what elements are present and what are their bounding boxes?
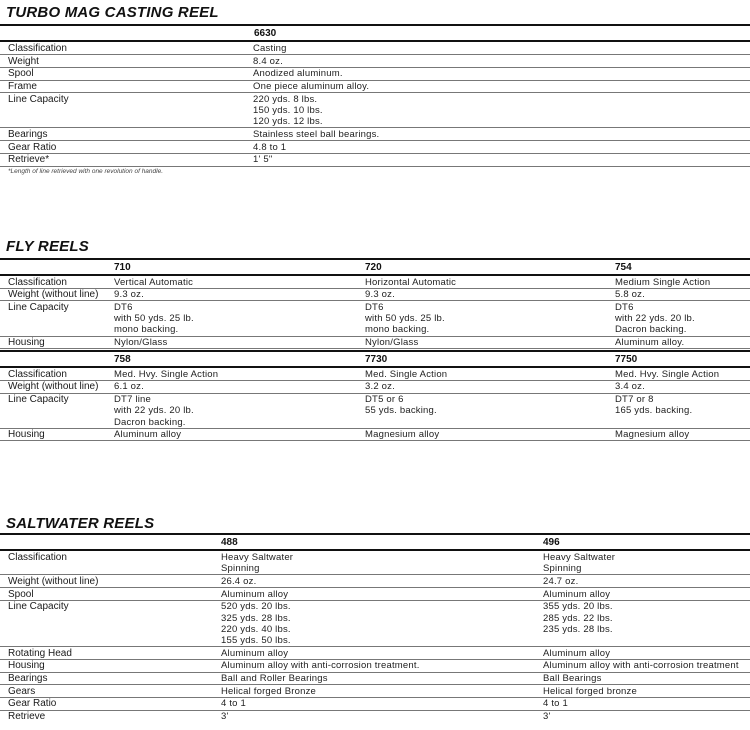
spec-value: 26.4 oz. [221,575,257,587]
turbo-title: TURBO MAG CASTING REEL [6,4,219,21]
spec-value: DT7 or 8 [615,394,654,406]
spec-value: 120 yds. 12 lbs. [253,116,323,128]
spec-value: Helical forged Bronze [221,685,317,697]
spec-label: Classification [8,552,67,563]
spec-value: Med. Hvy. Single Action [615,368,720,380]
spec-value: DT5 or 6 [365,394,404,406]
spec-value: Heavy Saltwater [221,552,294,563]
spec-label: Spool [8,68,34,80]
spec-value: 3' [543,711,551,723]
spec-value: 325 yds. 28 lbs. [221,612,291,624]
spec-value: Aluminum alloy [221,647,289,659]
row-divider [0,153,750,154]
spec-label: Gears [8,685,36,697]
spec-label: Housing [8,429,45,441]
spec-label: Spool [8,588,34,600]
row-divider [0,672,750,673]
spec-value: 55 yds. backing. [365,405,437,417]
fly-block-rule [0,350,750,352]
spec-value: 1' 5" [253,154,273,166]
spec-value: Aluminum alloy [221,588,289,600]
spec-value: 4 to 1 [221,698,246,710]
fly-model-header: 720 [365,262,382,273]
spec-label: Classification [8,276,67,288]
fly-model-header: 754 [615,262,632,273]
spec-value: Ball Bearings [543,673,602,684]
spec-value: 5.8 oz. [615,289,645,301]
turbo-header-rule [0,40,750,42]
spec-label: Line Capacity [8,301,69,313]
spec-value: 3.2 oz. [365,381,395,393]
spec-value: Aluminum alloy [543,588,611,600]
salt-top-rule [0,533,750,535]
spec-value: Horizontal Automatic [365,276,457,288]
spec-value: Vertical Automatic [114,276,194,288]
fly-model-header: 710 [114,262,131,273]
spec-label: Bearings [8,673,48,684]
spec-label: Housing [8,337,45,348]
row-divider [0,587,750,588]
fly-block-rule [0,258,750,260]
spec-value: with 22 yds. 20 lb. [615,313,695,325]
spec-value: Casting [253,43,287,54]
spec-value: 9.3 oz. [365,289,395,301]
spec-value: 3' [221,711,229,723]
spec-value: 3.4 oz. [615,381,645,393]
fly-model-header: 758 [114,354,131,366]
spec-value: Magnesium alloy [365,429,440,441]
salt-model-header: 496 [543,537,560,548]
spec-label: Classification [8,368,67,380]
spec-value: mono backing. [365,324,430,336]
spec-label: Line Capacity [8,601,69,613]
spec-label: Weight (without line) [8,381,99,393]
spec-value: 355 yds. 20 lbs. [543,601,613,613]
spec-label: Line Capacity [8,93,69,105]
spec-value: Aluminum alloy. [615,337,685,348]
spec-value: 9.3 oz. [114,289,144,301]
spec-value: with 50 yds. 25 lb. [365,313,445,325]
spec-value: 235 yds. 28 lbs. [543,623,613,635]
spec-label: Retrieve [8,711,46,723]
spec-value: with 22 yds. 20 lb. [114,405,194,417]
row-divider [0,54,750,55]
spec-value: DT6 [114,301,133,313]
spec-value: Aluminum alloy [543,647,611,659]
turbo-top-rule [0,24,750,26]
salt-title: SALTWATER REELS [6,515,155,532]
row-divider [0,80,750,81]
spec-value: Dacron backing. [114,416,186,428]
spec-value: One piece aluminum alloy. [253,81,370,93]
spec-value: DT6 [615,301,634,313]
spec-value: Heavy Saltwater [543,552,616,563]
spec-value: Ball and Roller Bearings [221,673,328,684]
row-divider [0,92,750,93]
spec-label: Frame [8,81,37,93]
spec-value: Aluminum alloy [114,429,182,441]
spec-value: 150 yds. 10 lbs. [253,105,323,116]
row-divider [0,166,750,167]
spec-label: Weight [8,55,39,67]
spec-value: Helical forged bronze [543,685,637,697]
salt-header-rule [0,549,750,551]
spec-value: Nylon/Glass [365,337,419,348]
spec-value: 155 yds. 50 lbs. [221,634,291,646]
spec-value: Spinning [221,563,260,575]
row-divider [0,440,750,441]
spec-value: 8.4 oz. [253,55,283,67]
spec-value: Anodized aluminum. [253,68,343,80]
spec-label: Weight (without line) [8,289,99,301]
row-divider [0,574,750,575]
row-divider [0,67,750,68]
spec-value: 24.7 oz. [543,575,579,587]
row-divider [0,348,750,349]
fly-title: FLY REELS [6,238,89,255]
spec-value: Med. Single Action [365,368,448,380]
row-divider [0,710,750,711]
spec-value: Aluminum alloy with anti-corrosion treatment. [221,660,420,672]
fly-model-header: 7730 [365,354,388,366]
spec-value: Stainless steel ball bearings. [253,128,380,140]
turbo-model-header: 6630 [254,28,277,39]
spec-value: 220 yds. 40 lbs. [221,623,291,635]
spec-value: Spinning [543,563,582,575]
spec-label: Classification [8,43,67,54]
spec-label: Bearings [8,128,48,140]
spec-label: Weight (without line) [8,575,99,587]
salt-model-header: 488 [221,537,238,548]
spec-value: Magnesium alloy [615,429,690,441]
spec-value: with 50 yds. 25 lb. [114,313,194,325]
row-divider [0,600,750,601]
row-divider [0,646,750,647]
spec-value: 165 yds. backing. [615,405,693,417]
spec-value: Aluminum alloy with anti-corrosion treatment [543,660,739,672]
spec-value: DT7 line [114,394,151,406]
spec-value: 4 to 1 [543,698,568,710]
row-divider [0,684,750,685]
spec-value: 520 yds. 20 lbs. [221,601,291,613]
spec-label: Housing [8,660,45,672]
spec-value: mono backing. [114,324,179,336]
spec-value: 6.1 oz. [114,381,144,393]
spec-value: Nylon/Glass [114,337,168,348]
spec-value: 4.8 to 1 [253,141,287,153]
row-divider [0,697,750,698]
spec-label: Gear Ratio [8,698,57,710]
spec-value: DT6 [365,301,384,313]
spec-label: Retrieve* [8,154,50,166]
turbo-footnote: *Length of line retrieved with one revolution of handle. [8,168,164,175]
spec-value: Medium Single Action [615,276,711,288]
spec-label: Gear Ratio [8,141,57,153]
spec-value: Dacron backing. [615,324,687,336]
spec-label: Rotating Head [8,647,72,659]
spec-value: 220 yds. 8 lbs. [253,93,318,105]
row-divider [0,140,750,141]
fly-model-header: 7750 [615,354,638,366]
spec-value: Med. Hvy. Single Action [114,368,219,380]
spec-label: Line Capacity [8,394,69,406]
spec-value: 285 yds. 22 lbs. [543,612,613,624]
